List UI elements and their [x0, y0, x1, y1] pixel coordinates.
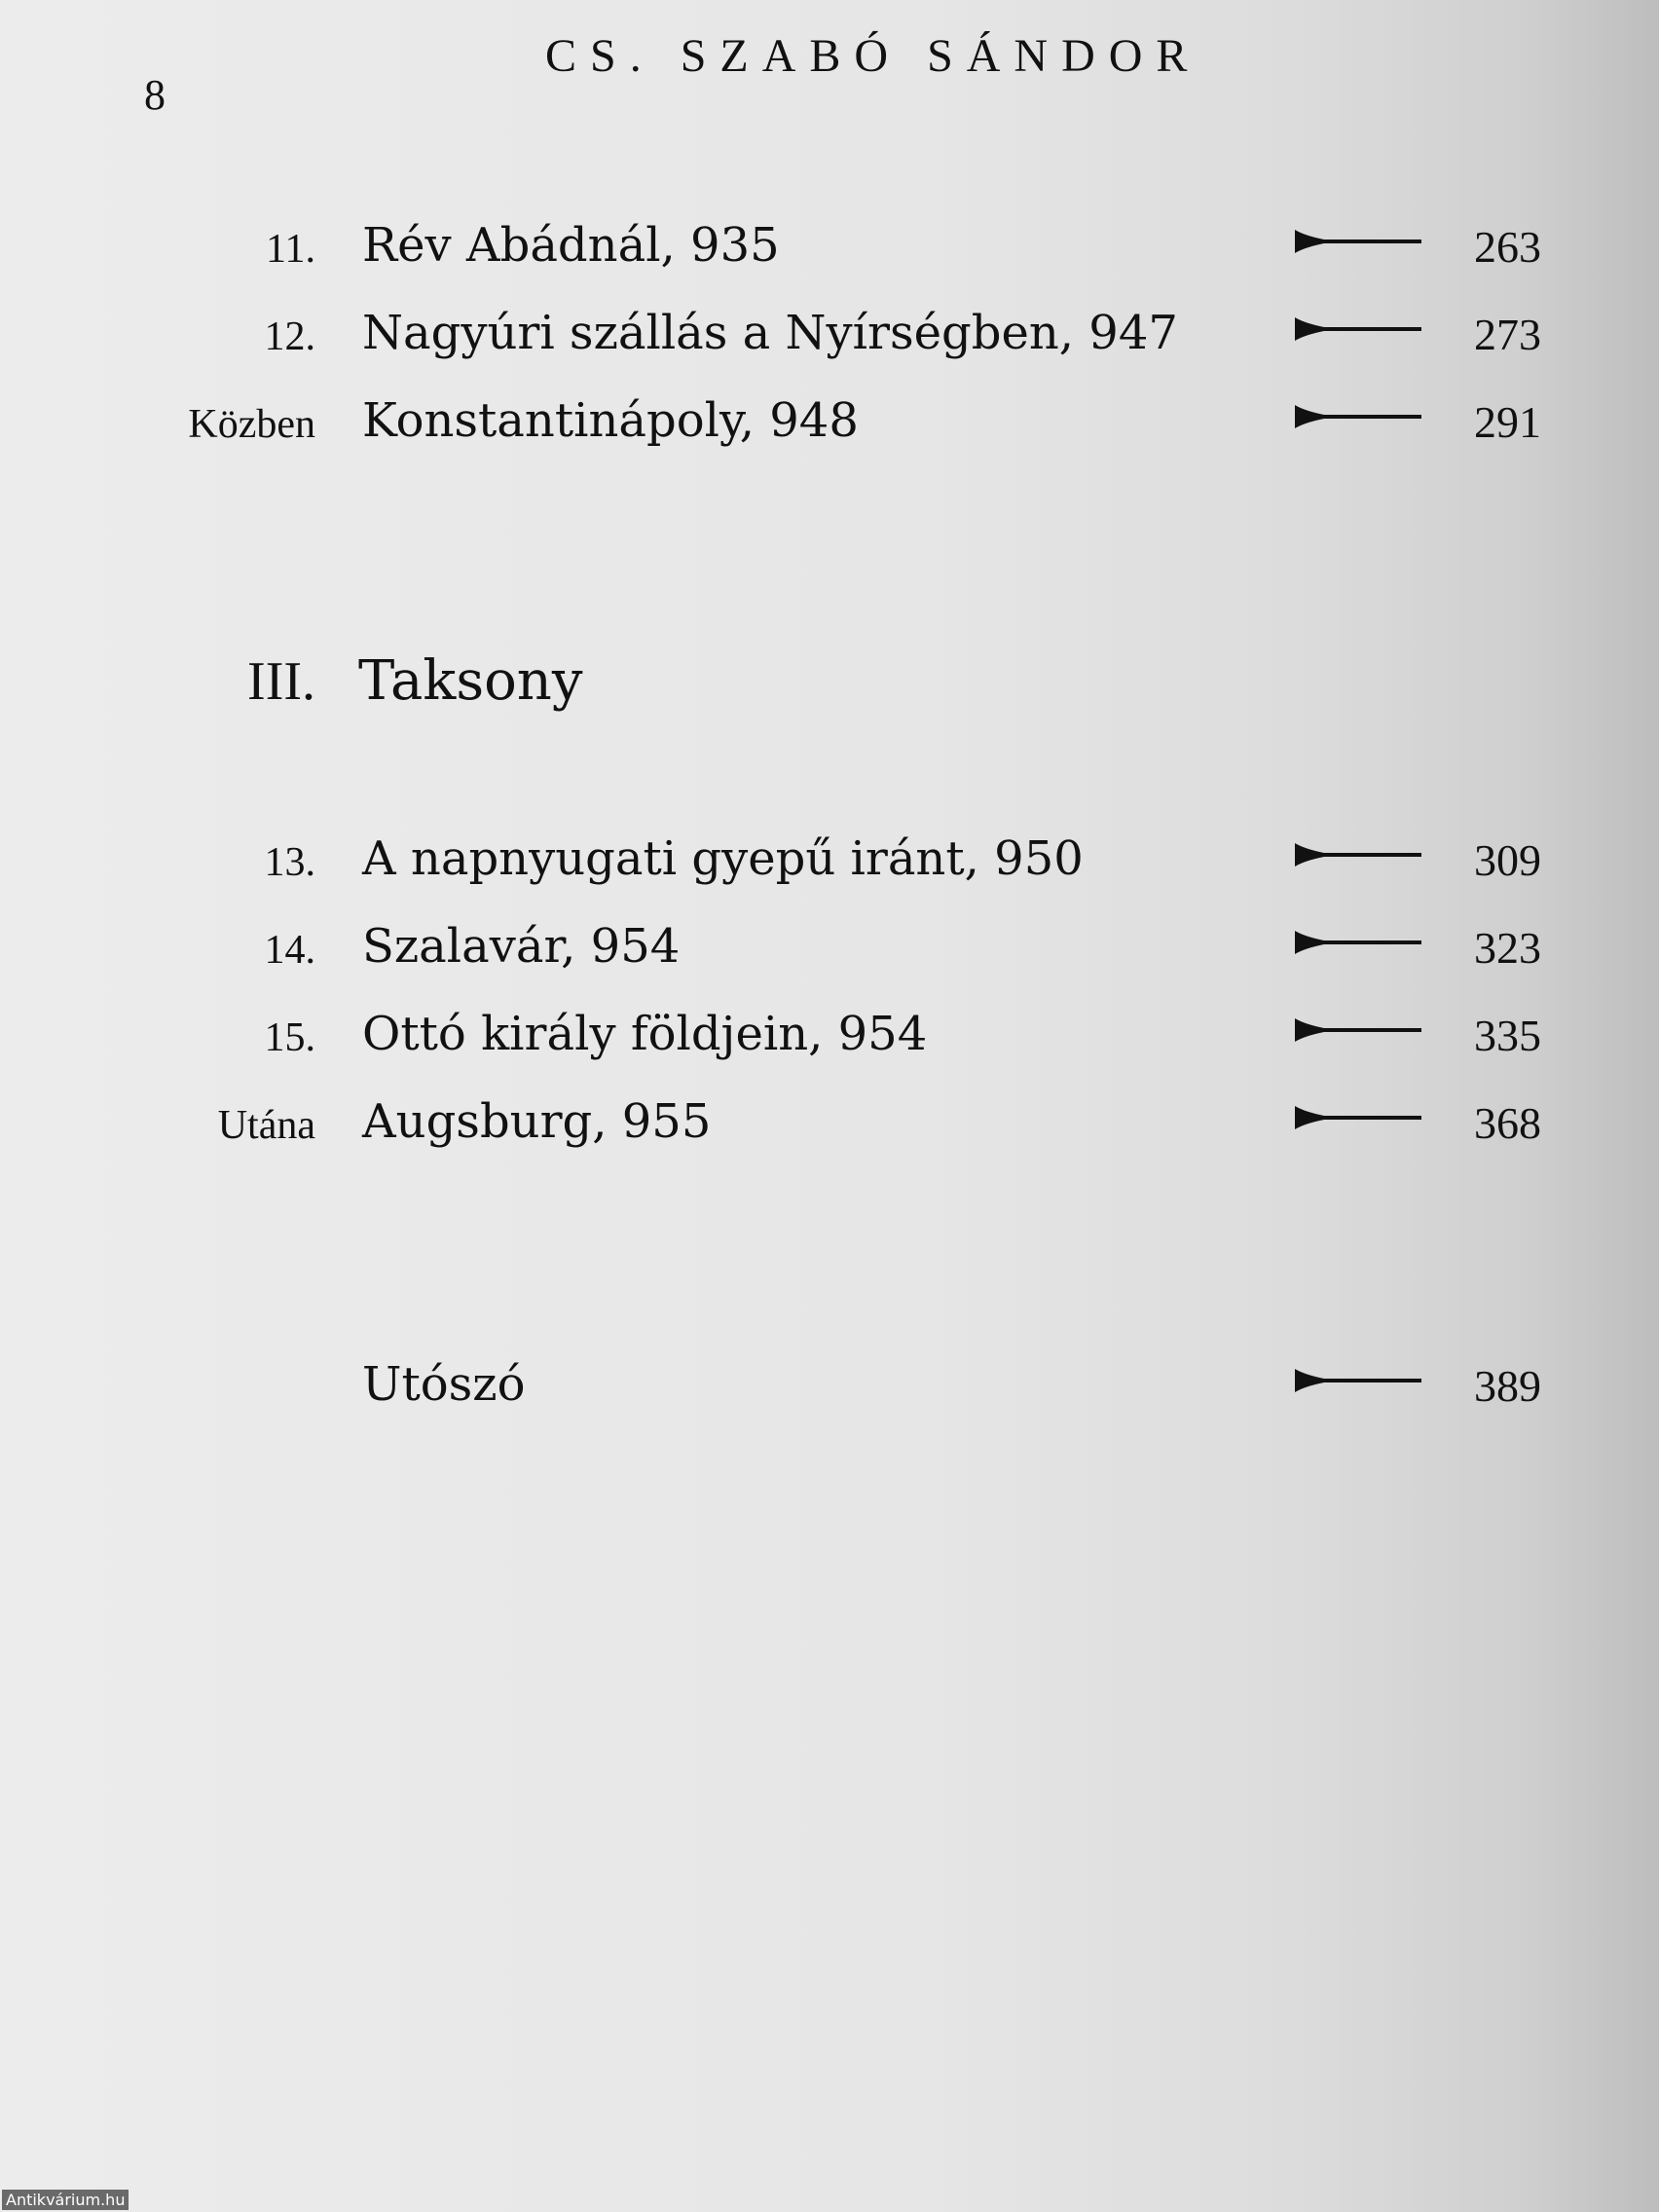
section-title: Taksony	[358, 649, 583, 713]
pointer-ornament-icon	[1295, 1016, 1421, 1044]
toc-entry-page: 389	[1474, 1361, 1541, 1411]
toc-entry-page: 309	[1474, 835, 1541, 885]
pointer-ornament-icon	[1295, 1104, 1421, 1131]
toc-entry	[0, 993, 1659, 1071]
toc-entry-page: 323	[1474, 923, 1541, 973]
toc-entry-number: 11.	[266, 227, 315, 272]
pointer-ornament-icon	[1295, 1367, 1421, 1394]
toc-entry-number: 12.	[264, 314, 315, 359]
toc-entry-title: Utószó	[362, 1357, 526, 1412]
toc-entry-title: Augsburg, 955	[362, 1094, 712, 1149]
toc-entry-page: 335	[1474, 1011, 1541, 1060]
toc-entry	[0, 292, 1659, 370]
pointer-ornament-icon	[1295, 228, 1421, 255]
toc-entry	[0, 204, 1659, 282]
section-numeral: III.	[247, 651, 315, 712]
page-number: 8	[144, 71, 166, 119]
toc-entry-title: Ottó király földjein, 954	[362, 1007, 928, 1061]
toc-entry-title: A napnyugati gyepű iránt, 950	[362, 831, 1084, 886]
toc-entry-title: Szalavár, 954	[362, 919, 681, 974]
toc-entry-number: 15.	[264, 1015, 315, 1060]
section-heading	[0, 633, 1659, 720]
watermark: Antikvárium.hu	[2, 2190, 129, 2210]
toc-entry-number: 13.	[264, 840, 315, 885]
toc-entry	[0, 380, 1659, 458]
pointer-ornament-icon	[1295, 841, 1421, 868]
toc-entry-label: Utána	[217, 1103, 315, 1148]
toc-entry-number: 14.	[264, 928, 315, 973]
toc-entry-page: 291	[1474, 397, 1541, 447]
running-header-author: CS. SZABÓ SÁNDOR	[545, 30, 1201, 82]
pointer-ornament-icon	[1295, 403, 1421, 430]
toc-entry-page: 273	[1474, 310, 1541, 359]
toc-entry-page: 368	[1474, 1098, 1541, 1148]
toc-entry-title: Nagyúri szállás a Nyírségben, 947	[362, 306, 1178, 360]
toc-entry-title: Rév Abádnál, 935	[362, 218, 780, 273]
toc-entry-afterword	[0, 1344, 1659, 1421]
toc-entry-page: 263	[1474, 222, 1541, 272]
toc-entry-label: Közben	[188, 402, 315, 447]
pointer-ornament-icon	[1295, 315, 1421, 343]
pointer-ornament-icon	[1295, 929, 1421, 956]
toc-entry-title: Konstantinápoly, 948	[362, 393, 859, 448]
toc-entry	[0, 905, 1659, 983]
toc-entry	[0, 818, 1659, 896]
toc-entry	[0, 1081, 1659, 1159]
